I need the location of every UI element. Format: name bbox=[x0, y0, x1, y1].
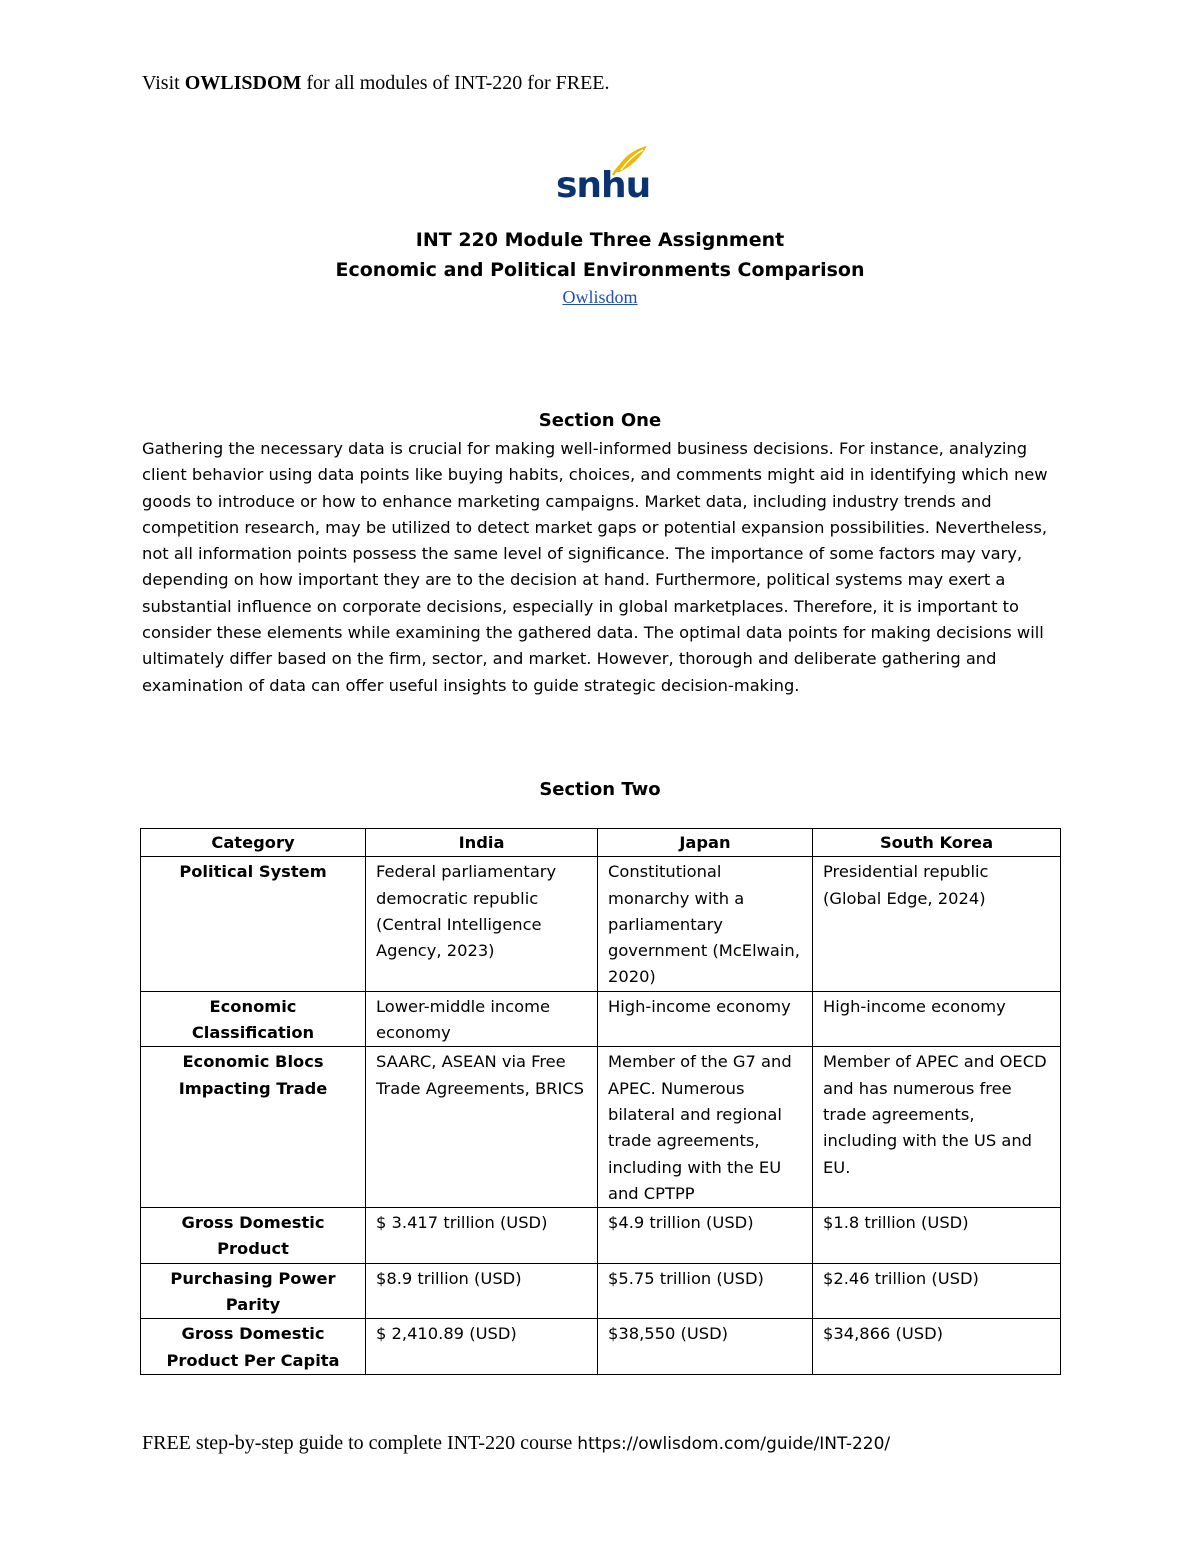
section-two-heading: Section Two bbox=[539, 779, 661, 800]
cell-south-korea: $2.46 trillion (USD) bbox=[813, 1263, 1061, 1319]
header-notice bbox=[142, 72, 610, 95]
cell-india: Federal parliamentary democratic republic (Central Intelligence Agency, 2023) bbox=[366, 857, 598, 991]
cell-south-korea: High-income economy bbox=[813, 991, 1061, 1047]
page-subtitle: Economic and Political Environments Comparison bbox=[335, 259, 865, 281]
row-category: Purchasing Power Parity bbox=[141, 1263, 366, 1319]
table-row bbox=[141, 1263, 1061, 1319]
header-suffix: for all modules of INT-220 for FREE. bbox=[301, 72, 610, 94]
cell-india: SAARC, ASEAN via Free Trade Agreements, BRICS bbox=[366, 1047, 598, 1208]
cell-japan: Member of the G7 and APEC. Numerous bilateral and regional trade agreements, including with the EU and CPTPP bbox=[598, 1047, 813, 1208]
cell-japan: $5.75 trillion (USD) bbox=[598, 1263, 813, 1319]
table-row bbox=[141, 1047, 1061, 1208]
header-prefix: Visit bbox=[142, 72, 185, 94]
logo-wordmark: snhu bbox=[556, 165, 651, 206]
cell-india: $8.9 trillion (USD) bbox=[366, 1263, 598, 1319]
owlisdom-link[interactable]: Owlisdom bbox=[562, 287, 638, 307]
section-one-paragraph: Gathering the necessary data is crucial for making well-informed business decisions. For instance, analyzing client behavior using data points like buying habits, choices, and comments might aid in identifying which new goods to introduce or how to enhance marketing campaigns. Market data, including industry trends and competition research, may be utilized to detect market gaps or potential expansion possibilities. Nevertheless, not all information points possess the same level of significance. The importance of some factors may vary, depending on how important they are to the decision at hand. Furthermore, political systems may exert a substantial influence on corporate decisions, especially in global marketplaces. Therefore, it is important to consider these elements while examining the gathered data. The optimal data points for making decisions will ultimately differ based on the firm, sector, and market. However, thorough and deliberate gathering and examination of data can offer useful insights to guide strategic decision-making. bbox=[142, 439, 1048, 695]
page-title: INT 220 Module Three Assignment bbox=[415, 229, 785, 251]
cell-india: $ 3.417 trillion (USD) bbox=[366, 1208, 598, 1264]
cell-japan: Constitutional monarchy with a parliamentary government (McElwain, 2020) bbox=[598, 857, 813, 991]
header-brand: OWLISDOM bbox=[184, 72, 302, 94]
footer-text: FREE step-by-step guide to complete INT-220 course bbox=[142, 1432, 578, 1454]
table-row bbox=[141, 991, 1061, 1047]
row-category: Gross Domestic Product bbox=[141, 1208, 366, 1264]
header-japan: Japan bbox=[598, 829, 813, 857]
table-header-row bbox=[141, 829, 1061, 857]
row-category: Gross Domestic Product Per Capita bbox=[141, 1319, 366, 1375]
header-category: Category bbox=[141, 829, 366, 857]
cell-japan: High-income economy bbox=[598, 991, 813, 1047]
cell-south-korea: $1.8 trillion (USD) bbox=[813, 1208, 1061, 1264]
table-row bbox=[141, 1208, 1061, 1264]
snhu-logo bbox=[553, 142, 653, 206]
comparison-table bbox=[140, 828, 1061, 1375]
cell-japan: $38,550 (USD) bbox=[598, 1319, 813, 1375]
header-india: India bbox=[366, 829, 598, 857]
table-row bbox=[141, 857, 1061, 991]
cell-south-korea: Member of APEC and OECD and has numerous free trade agreements, including with the US and EU. bbox=[813, 1047, 1061, 1208]
header-south-korea: South Korea bbox=[813, 829, 1061, 857]
footer-url-link[interactable]: https://owlisdom.com/guide/INT-220/ bbox=[577, 1434, 891, 1454]
cell-south-korea: $34,866 (USD) bbox=[813, 1319, 1061, 1375]
cell-south-korea: Presidential republic (Global Edge, 2024) bbox=[813, 857, 1061, 991]
cell-japan: $4.9 trillion (USD) bbox=[598, 1208, 813, 1264]
cell-india: Lower-middle income economy bbox=[366, 991, 598, 1047]
row-category: Political System bbox=[141, 857, 366, 991]
footer-notice bbox=[142, 1432, 890, 1455]
cell-india: $ 2,410.89 (USD) bbox=[366, 1319, 598, 1375]
table-row bbox=[141, 1319, 1061, 1375]
row-category: Economic Blocs Impacting Trade bbox=[141, 1047, 366, 1208]
section-one-heading: Section One bbox=[538, 410, 662, 431]
row-category: Economic Classification bbox=[141, 991, 366, 1047]
